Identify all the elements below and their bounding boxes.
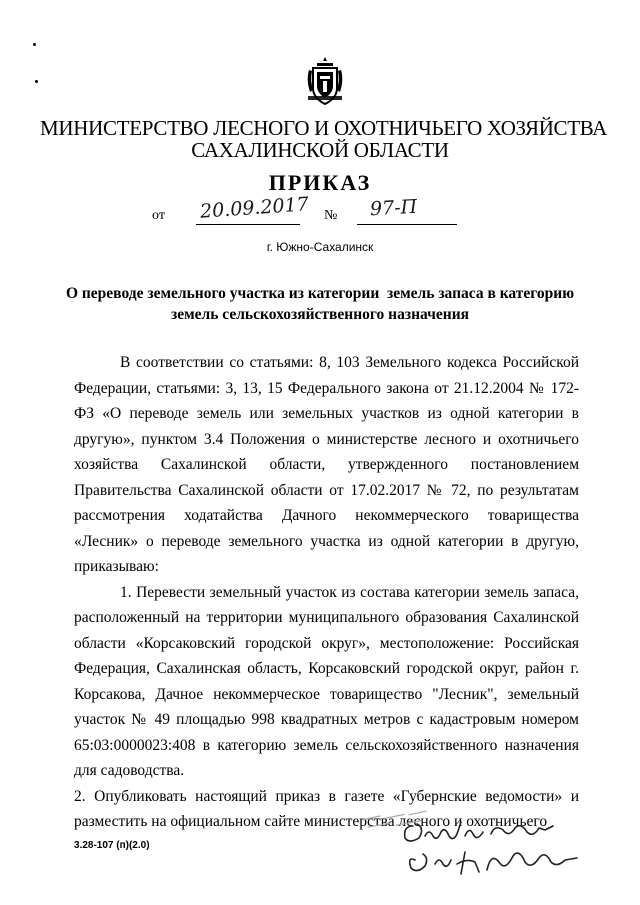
document-type-title: ПРИКАЗ [268,170,372,195]
document-subject [60,283,580,325]
order-item-1: 1. Перевести земельный участок из состава категории земель запаса, расположенный на территории муниципального образования Сахалинской области «Корсаковский городской округ», местоположение: Российская Федерация, Сахалинская область, Корсаковский городской округ, район г. Корсакова, Дачное некоммерческое товарищество "Лесник", земельный участок № 49 площадью 998 квадратных метров с кадастровым номером 65:03:0000023:408 в категорию земель сельскохозяйственного назначения для садоводства. [74,583,579,779]
number-value: 97-П [369,195,418,221]
margin-mark-bottom [35,80,38,83]
date-label: от [152,208,165,223]
date-underline [196,224,300,225]
ministry-name-line2: САХАЛИНСКОЙ ОБЛАСТИ [191,138,449,162]
ministry-name-line1: МИНИСТЕРСТВО ЛЕСНОГО И ОХОТНИЧЬЕГО ХОЗЯЙСТВА [40,116,608,140]
handwritten-certification-signature [395,812,590,882]
form-code: 3.28-107 (п)(2.0) [74,840,150,851]
date-value: 20.09.2017 [199,193,310,223]
order-item-2: 2. Опубликовать настоящий приказ в газете «Губернские ведомости» и разместить на официальном сайте министерства лесного и охотничьего [74,787,579,830]
subject-line1: О переводе земельного участка из категории земель запаса в категорию [65,285,575,302]
document-body [74,350,579,835]
number-label: № [324,208,338,223]
city-name: г. Южно-Сахалинск [266,240,374,254]
subject-line2: земель сельскохозяйственного назначения [170,306,470,323]
coat-of-arms-emblem-icon [304,56,346,106]
margin-mark-top [33,43,36,46]
number-underline [357,224,457,225]
preamble-paragraph: В соответствии со статьями: 8, 103 Земельного кодекса Российской Федерации, статьями: 3, 13, 15 Федерального закона от 21.12.2004 № 172-ФЗ «О переводе земель или земельных участков из одной категории в другую», пунктом 3.4 Положения о министерстве лесного и охотничьего хозяйства Сахалинской области, утвержденного постановлением Правительства Сахалинской области от 17.02.2017 № 72, по результатам рассмотрения ходатайства Дачного некоммерческого товарищества «Лесник» о переводе земельного участка из одной категории в другую, приказываю: [74,354,579,575]
